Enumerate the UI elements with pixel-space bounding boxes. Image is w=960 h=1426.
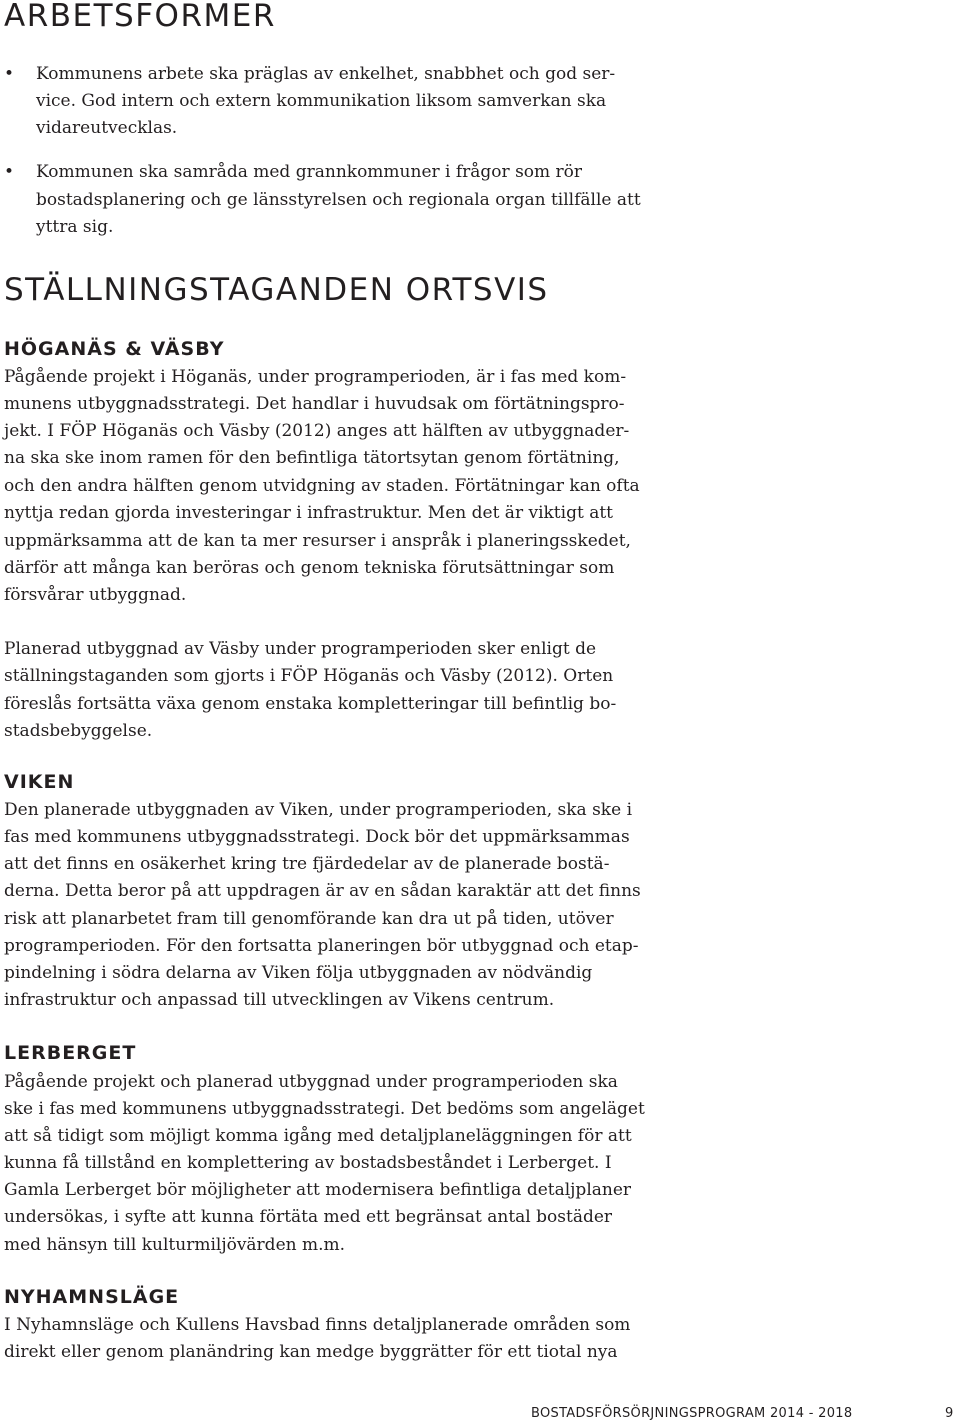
text-line: fas med kommunens utbyggnadsstrategi. Dock bör det uppmärksammas xyxy=(4,827,630,847)
text-line: Kommunen ska samråda med grannkommuner i frågor som rör xyxy=(36,162,583,182)
text-line: därför att många kan beröras och genom tekniska förutsättningar som xyxy=(4,558,615,578)
text-line: att det finns en osäkerhet kring tre fjärdedelar av de planerade bostä- xyxy=(4,854,610,874)
text-line: undersökas, i syfte att kunna förtäta med ett begränsat antal bostäder xyxy=(4,1207,613,1227)
bullet-symbol: • xyxy=(4,162,15,182)
text-line: ske i fas med kommunens utbyggnadsstrategi. Det bedöms som angeläget xyxy=(4,1099,645,1119)
section-heading-nyhamnslage: NYHAMNSLÄGE xyxy=(4,1286,180,1308)
text-line: bostadsplanering och ge länsstyrelsen och regionala organ tillfälle att xyxy=(36,190,641,210)
section-heading-hoganas-vasby: HÖGANÄS & VÄSBY xyxy=(4,338,225,360)
text-line: jekt. I FÖP Höganäs och Väsby (2012) anges att hälften av utbyggnader- xyxy=(4,421,630,441)
text-line: vidareutvecklas. xyxy=(36,118,178,138)
text-line: na ska ske inom ramen för den befintliga tätortsytan genom förtätning, xyxy=(4,448,620,468)
stallningstaganden-heading: STÄLLNINGSTAGANDEN ORTSVIS xyxy=(4,272,549,308)
text-line: föreslås fortsätta växa genom enstaka kompletteringar till befintlig bo- xyxy=(4,694,617,714)
text-line: Pågående projekt i Höganäs, under programperioden, är i fas med kom- xyxy=(4,367,627,387)
text-line: risk att planarbetet fram till genomförande kan dra ut på tiden, utöver xyxy=(4,909,614,929)
text-line: vice. God intern och extern kommunikation liksom samverkan ska xyxy=(36,91,607,111)
text-line: Kommunens arbete ska präglas av enkelhet, snabbhet och god ser- xyxy=(36,64,616,84)
text-line: försvårar utbyggnad. xyxy=(4,585,187,605)
text-line: Pågående projekt och planerad utbyggnad under programperioden ska xyxy=(4,1072,618,1092)
text-line: att så tidigt som möjligt komma igång med detaljplaneläggningen för att xyxy=(4,1126,632,1146)
text-line: nyttja redan gjorda investeringar i infrastruktur. Men det är viktigt att xyxy=(4,503,613,523)
footer-document-title: BOSTADSFÖRSÖRJNINGSPROGRAM 2014 - 2018 xyxy=(531,1406,853,1421)
text-line: med hänsyn till kulturmiljövärden m.m. xyxy=(4,1235,346,1255)
text-line: Planerad utbyggnad av Väsby under programperioden sker enligt de xyxy=(4,639,597,659)
text-line: yttra sig. xyxy=(36,217,114,237)
text-line: programperioden. För den fortsatta planeringen bör utbyggnad och etap- xyxy=(4,936,639,956)
text-line: munens utbyggnadsstrategi. Det handlar i huvudsak om förtätningspro- xyxy=(4,394,625,414)
bullet-symbol: • xyxy=(4,64,15,84)
text-line: Den planerade utbyggnaden av Viken, under programperioden, ska ske i xyxy=(4,800,633,820)
text-line: stadsbebyggelse. xyxy=(4,721,153,741)
text-line: I Nyhamnsläge och Kullens Havsbad finns detaljplanerade områden som xyxy=(4,1315,631,1335)
arbetsformer-heading: ARBETSFORMER xyxy=(4,0,276,34)
text-line: derna. Detta beror på att uppdragen är av en sådan karaktär att det finns xyxy=(4,881,641,901)
text-line: kunna få tillstånd en komplettering av bostadsbeståndet i Lerberget. I xyxy=(4,1153,612,1173)
section-heading-lerberget: LERBERGET xyxy=(4,1042,137,1064)
text-line: direkt eller genom planändring kan medge byggrätter för ett tiotal nya xyxy=(4,1342,618,1362)
text-line: och den andra hälften genom utvidgning av staden. Förtätningar kan ofta xyxy=(4,476,640,496)
text-line: pindelning i södra delarna av Viken följa utbyggnaden av nödvändig xyxy=(4,963,593,983)
text-line: infrastruktur och anpassad till utvecklingen av Vikens centrum. xyxy=(4,990,555,1010)
text-line: ställningstaganden som gjorts i FÖP Höganäs och Väsby (2012). Orten xyxy=(4,666,614,686)
text-line: Gamla Lerberget bör möjligheter att modernisera befintliga detaljplaner xyxy=(4,1180,632,1200)
text-line: uppmärksamma att de kan ta mer resurser i anspråk i planeringsskedet, xyxy=(4,531,631,551)
page-number: 9 xyxy=(945,1406,954,1421)
section-heading-viken: VIKEN xyxy=(4,771,75,793)
